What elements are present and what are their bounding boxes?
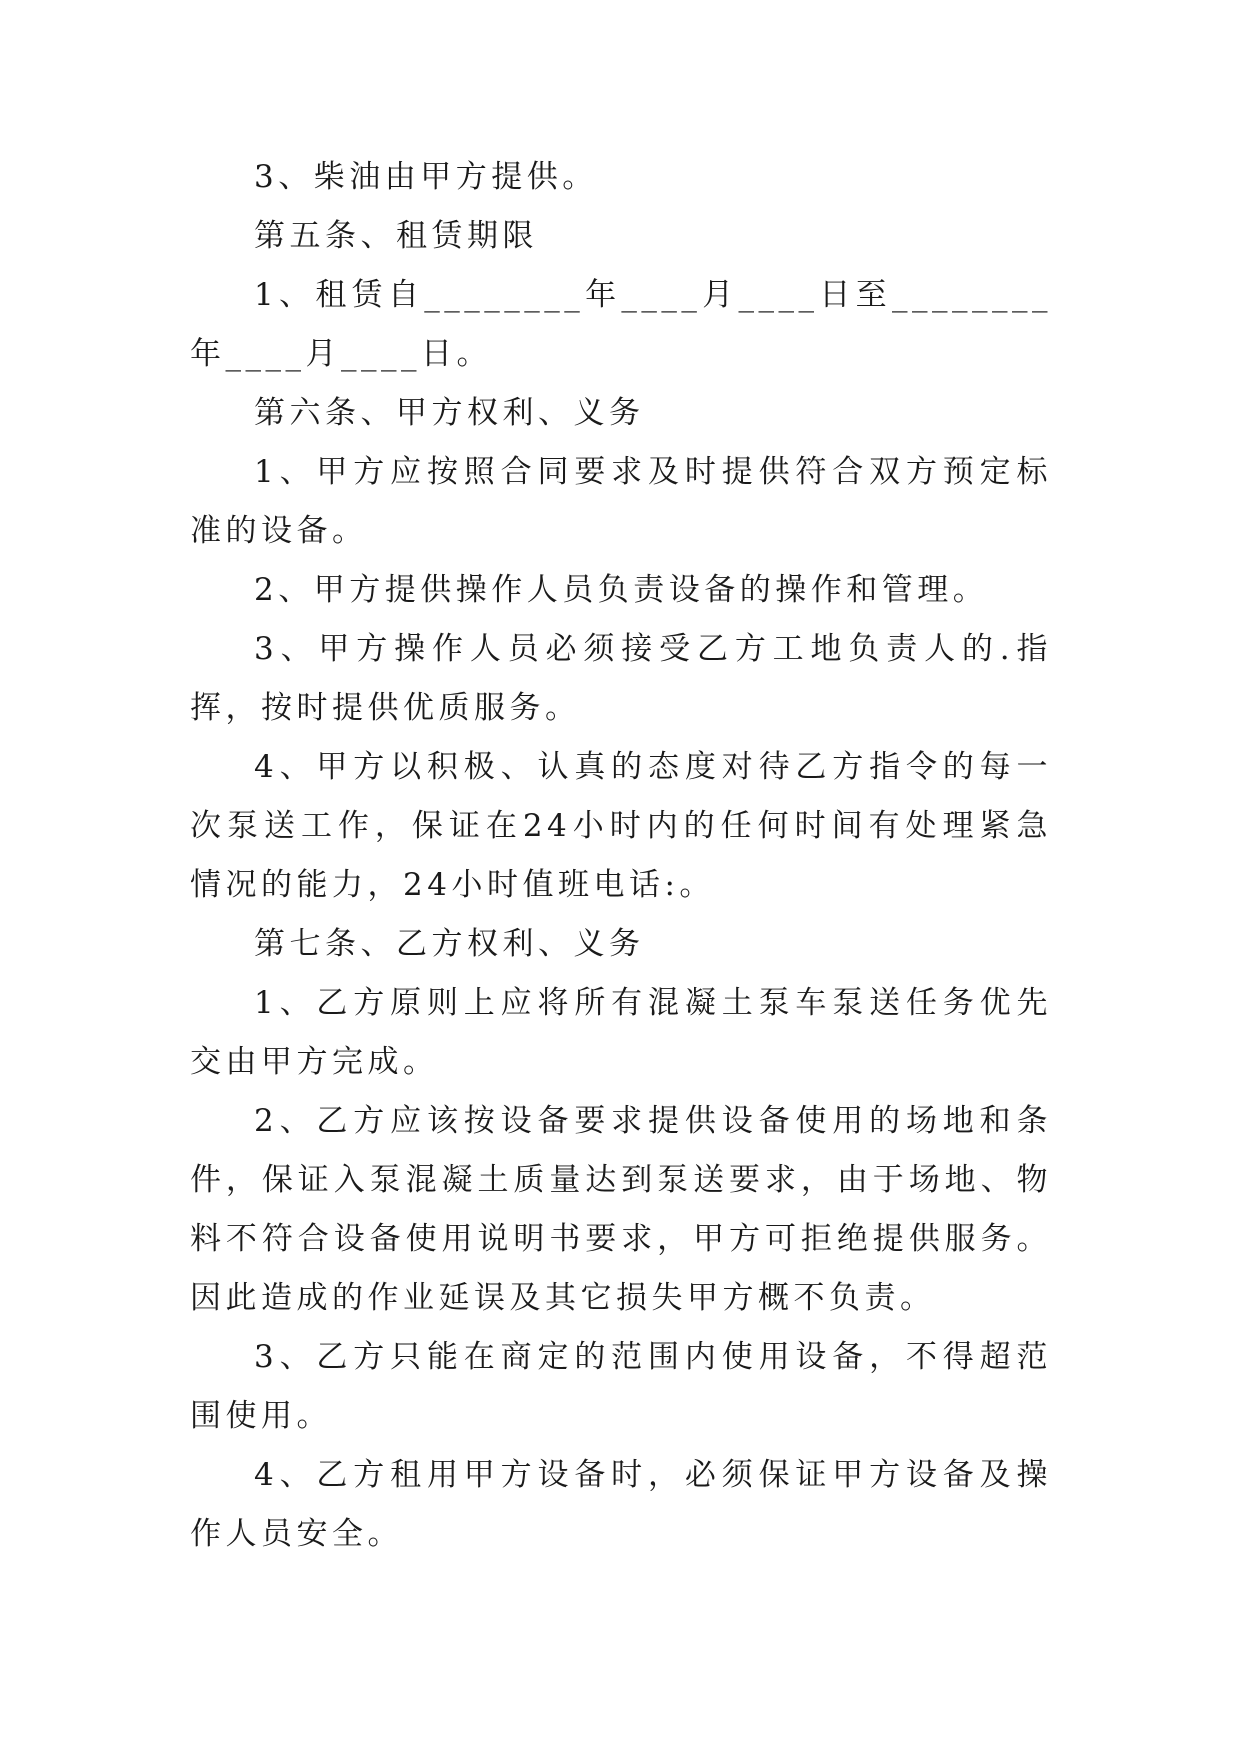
paragraph-lease-period: 1、租赁自________年____月____日至________年____月____日。 [190,277,1052,372]
heading-article-6: 第六条、甲方权利、义务 [254,395,645,431]
heading-article-7: 第七条、乙方权利、义务 [254,926,645,962]
paragraph-party-a-2: 2、甲方提供操作人员负责设备的操作和管理。 [254,572,989,608]
paragraph-party-a-4: 4、甲方以积极、认真的态度对待乙方指令的每一次泵送工作，保证在24小时内的任何时间有处理紧急情况的能力，24小时值班电话:。 [190,749,1052,903]
paragraph-party-a-1: 1、甲方应按照合同要求及时提供符合双方预定标准的设备。 [190,454,1052,549]
document-page [190,148,1052,1564]
paragraph-party-b-1: 1、乙方原则上应将所有混凝土泵车泵送任务优先交由甲方完成。 [190,985,1052,1080]
paragraph-party-a-3: 3、甲方操作人员必须接受乙方工地负责人的.指挥，按时提供优质服务。 [190,631,1052,726]
heading-article-5: 第五条、租赁期限 [254,218,538,254]
paragraph-party-b-2: 2、乙方应该按设备要求提供设备使用的场地和条件，保证入泵混凝土质量达到泵送要求，由于场地、物料不符合设备使用说明书要求，甲方可拒绝提供服务。因此造成的作业延误及其它损失甲方概不负责。 [190,1103,1052,1316]
paragraph-party-b-4: 4、乙方租用甲方设备时，必须保证甲方设备及操作人员安全。 [190,1457,1052,1552]
paragraph-party-b-3: 3、乙方只能在商定的范围内使用设备，不得超范围使用。 [190,1339,1052,1434]
paragraph-diesel-supply: 3、柴油由甲方提供。 [254,159,598,195]
